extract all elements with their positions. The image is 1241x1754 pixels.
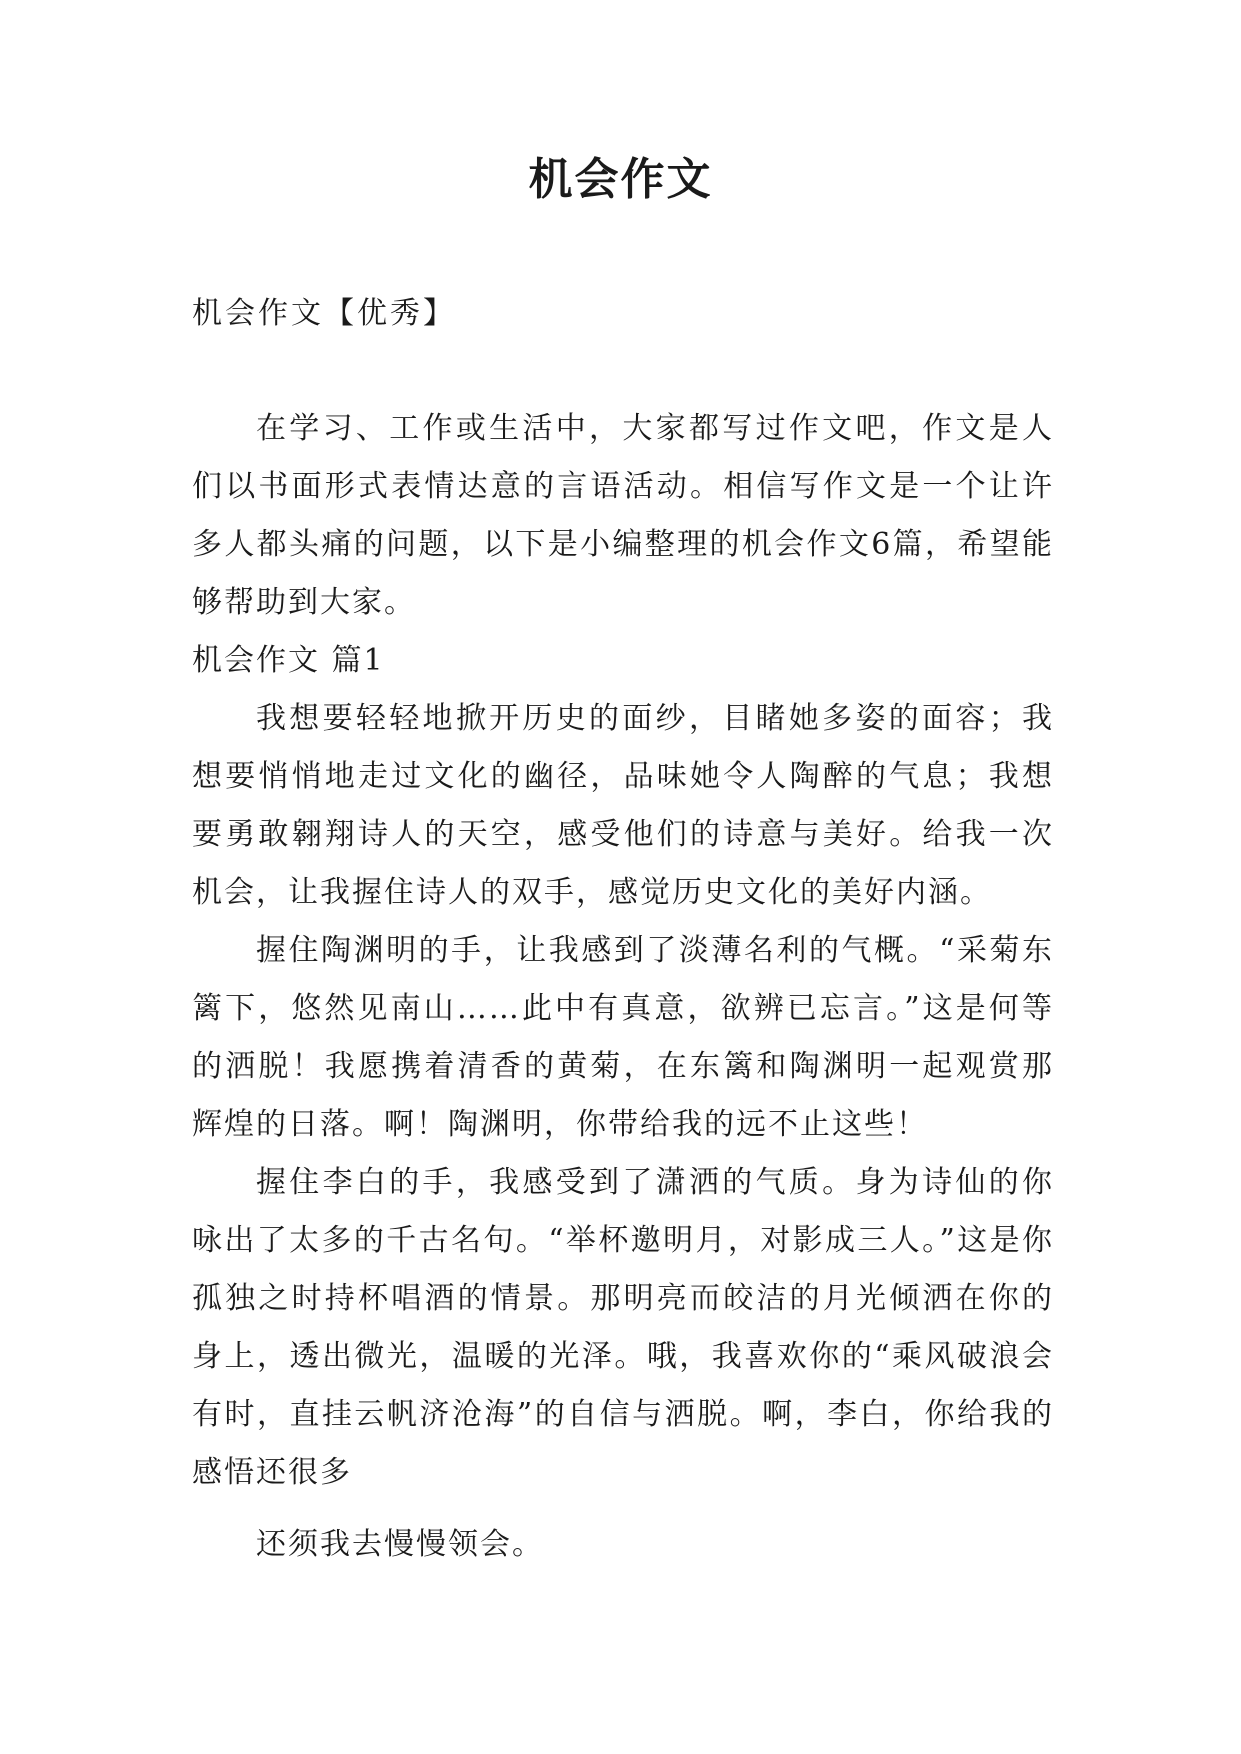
document-title: 机会作文 <box>528 154 713 205</box>
body-paragraph: 握住陶渊明的手，让我感到了淡薄名利的气概。“采菊东篱下，悠然见南山……此中有真意，欲辨已忘言。”这是何等的洒脱！我愿携着清香的黄菊，在东篱和陶渊明一起观赏那辉煌的日落。啊！陶渊明，你带给我的远不止这些！ <box>192 933 1054 1142</box>
body-paragraph: 我想要轻轻地掀开历史的面纱，目睹她多姿的面容；我想要悄悄地走过文化的幽径，品味她令人陶醉的气息；我想要勇敢翱翔诗人的天空，感受他们的诗意与美好。给我一次机会，让我握住诗人的双手，感觉历史文化的美好内涵。 <box>192 701 1054 910</box>
document-body <box>192 400 1054 1574</box>
document-subtitle: 机会作文【优秀】 <box>192 296 456 331</box>
body-paragraph: 握住李白的手，我感受到了潇洒的气质。身为诗仙的你咏出了太多的千古名句。“举杯邀明月，对影成三人。”这是你孤独之时持杯唱酒的情景。那明亮而皎洁的月光倾洒在你的身上，透出微光，温暖的光泽。哦，我喜欢你的“乘风破浪会有时，直挂云帆济沧海”的自信与洒脱。啊，李白，你给我的感悟还很多 <box>192 1165 1054 1490</box>
intro-paragraph: 在学习、工作或生活中，大家都写过作文吧，作文是人们以书面形式表情达意的言语活动。相信写作文是一个让许多人都头痛的问题，以下是小编整理的机会作文6篇，希望能够帮助到大家。 <box>192 411 1054 620</box>
body-paragraph: 还须我去慢慢领会。 <box>256 1527 544 1562</box>
section-heading: 机会作文 篇1 <box>192 643 385 678</box>
